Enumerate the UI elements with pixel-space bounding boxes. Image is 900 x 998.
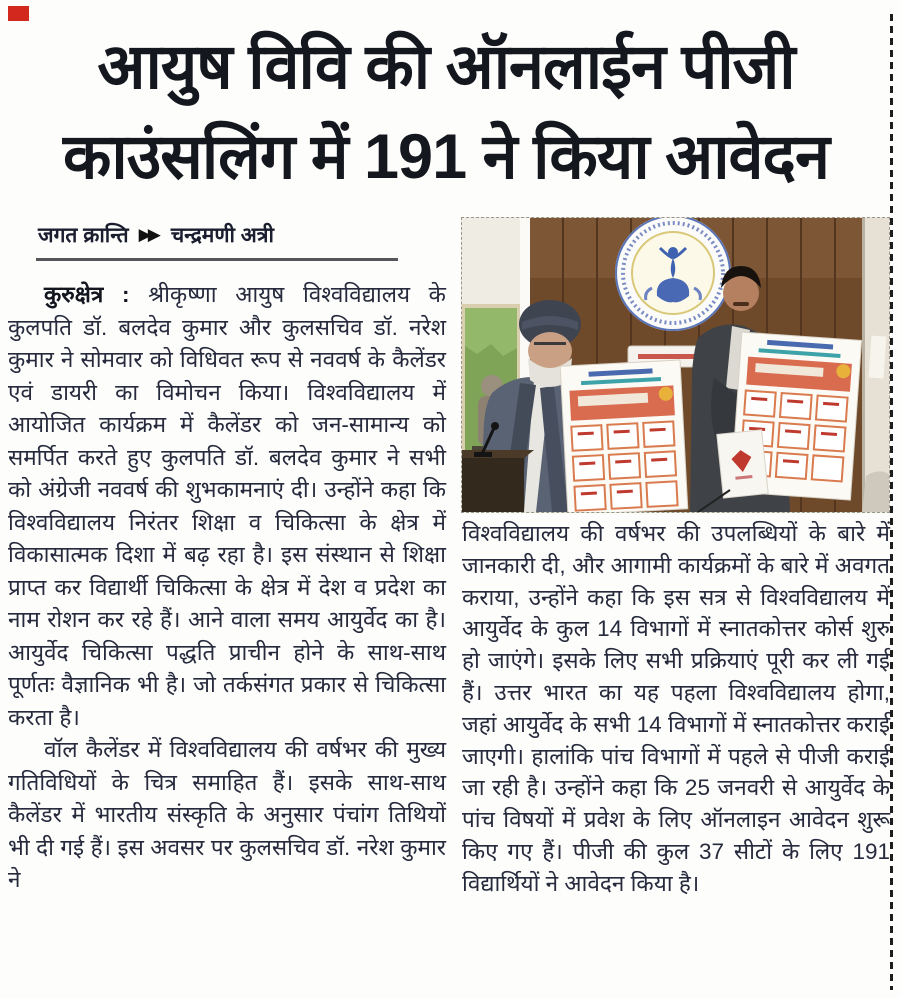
article-right-column [462, 518, 890, 900]
dateline: कुरुक्षेत्र : [44, 282, 130, 307]
byline-agency: जगत क्रान्ति [38, 224, 129, 247]
byline-divider [36, 258, 398, 261]
article-left-column [8, 279, 446, 897]
paragraph-2: वॉल कैलेंडर में विश्वविद्यालय की वर्षभर की मुख्य गतिविधियों के चित्र समाहित हैं। इसके साथ-साथ कैलेंडर में भारतीय संस्कृति के अनुसार पंचांग तिथियों भी दी गई हैं। इस अवसर पर कुलसचिव डॉ. नरेश कुमार ने [8, 737, 446, 892]
double-right-arrow-icon: ▶▶ [138, 225, 157, 244]
paragraph-1 [8, 279, 446, 734]
headline-line-1: आयुष विवि की ऑनलाईन पीजी [97, 32, 795, 102]
paragraph-3: विश्वविद्यालय की वर्षभर की उपलब्धियों के बारे में जानकारी दी, और आगामी कार्यक्रमों के बारे में अवगत कराया, उन्होंने कहा कि इस सत्र से विश्वविद्यालय में आयुर्वेद के कुल 14 विभागों में स्नातकोत्तर कोर्स शुरु हो जाएंगे। इसके लिए सभी प्रक्रियाएं पूरी कर ली गई हैं। उत्तर भारत का यह पहला विश्वविद्यालय होगा, जहां आयुर्वेद के सभी 14 विभागों में स्नातकोत्तर कराई जाएगी। हालांकि पांच विभागों में पहले से पीजी कराई जा रही है। उन्होंने कहा कि 25 जनवरी से आयुर्वेद के पांच विषयों में प्रवेश के लिए ऑनलाइन आवेदन शुरू किए गए हैं। पीजी की कुल 37 सीटों के लिए 191 विद्यार्थियों ने आवेदन किया है। [462, 521, 890, 896]
calendar-poster-left [560, 360, 688, 512]
byline [38, 221, 274, 249]
mustache [733, 302, 749, 306]
clip-corner-mark [8, 6, 29, 21]
wall-paper-sheet [869, 336, 887, 379]
column-separator-dashed-line [890, 14, 893, 990]
photo-illustration [462, 218, 889, 512]
byline-reporter: चन्द्रमणी अत्री [170, 224, 274, 247]
headline-line-2: काउंसलिंग में 191 ने किया आवेदन [63, 122, 829, 192]
chair [862, 471, 889, 512]
university-logo-icon [615, 218, 731, 331]
paragraph-1-text: श्रीकृष्णा आयुष विश्वविद्यालय के कुलपति डॉ. बलदेव कुमार और कुलसचिव डॉ. नरेश कुमार ने सोमवार को विधिवत रूप से नववर्ष के कैलेंडर एवं डायरी का विमोचन किया। विश्वविद्यालय में आयोजित कार्यक्रम में कैलेंडर को जन-सामान्य को समर्पित करते हुए कुलपति डॉ. बलदेव कुमार ने सभी को अंग्रेजी नववर्ष की शुभकामनाएं दी। उन्होंने कहा कि विश्वविद्यालय निरंतर शिक्षा व चिकित्सा के क्षेत्र में विकासात्मक दिशा में बढ़ रहा है। इस संस्थान से शिक्षा प्राप्त कर विद्यार्थी चिकित्सा के क्षेत्र में देश व प्रदेश का नाम रोशन कर रहे हैं। आने वाला समय आयुर्वेद का है। आयुर्वेद चिकित्सा पद्धति प्राचीन होने के साथ-साथ पूर्णतः वैज्ञानिक भी है। जो तर्कसंगत प्रकार से चिकित्सा करता है। [8, 282, 446, 730]
news-photo [461, 217, 890, 513]
diary-folder [717, 430, 768, 498]
article-headline [0, 22, 892, 202]
